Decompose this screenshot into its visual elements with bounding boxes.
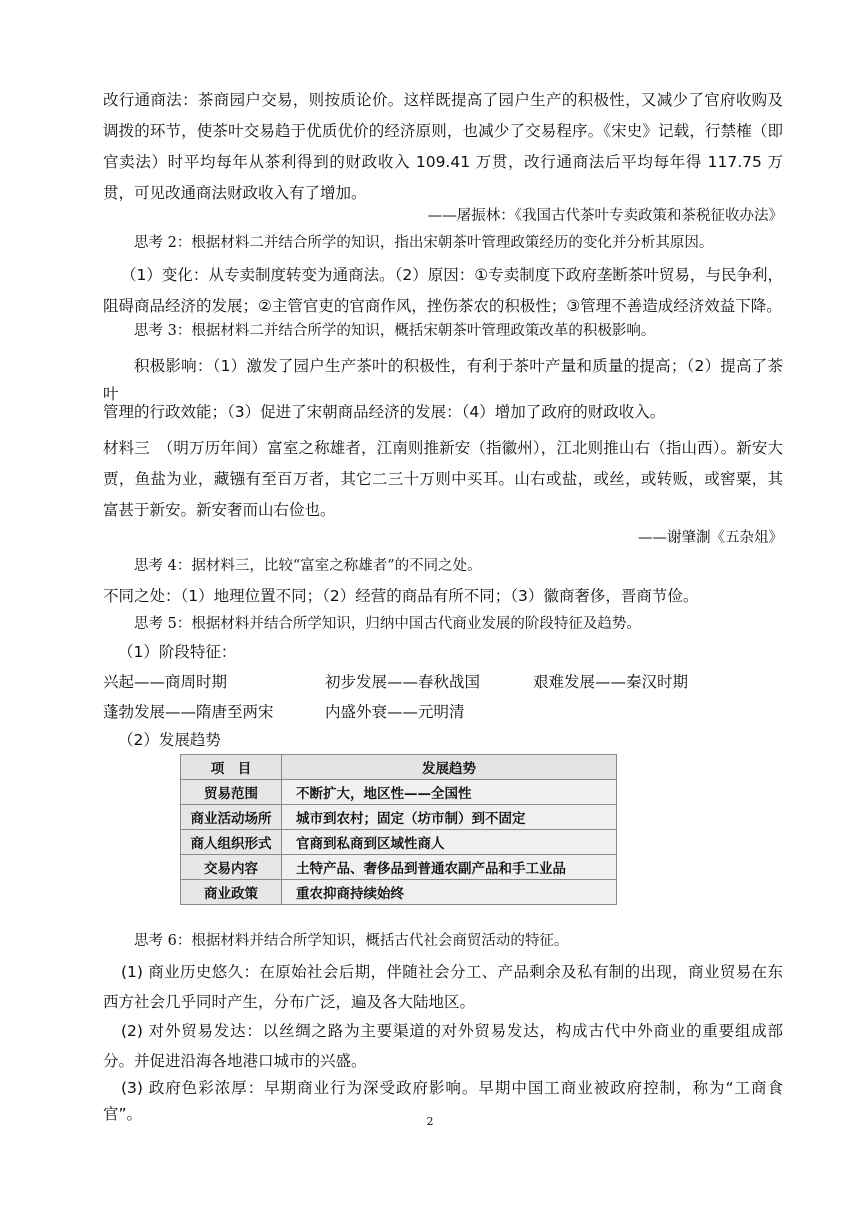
think-6-answer-1: (1) 商业历史悠久：在原始社会后期，伴随社会分工、产品剩余及私有制的出现，商业贸易在东西方社会几乎同时产生，分布广泛，遍及各大陆地区。 bbox=[103, 963, 783, 1011]
material-3-paragraph: 材料三 （明万历年间）富室之称雄者，江南则推新安（指徽州），江北则推山右（指山西）。新安大贾，鱼盐为业，藏镪有至百万者，其它二三十万则中买耳。山右或盐，或丝，或转贩，或窖粟，其富甚于新安。新安奢而山右俭也。 bbox=[103, 439, 783, 519]
stage-item: 蓬勃发展——隋唐至两宋 bbox=[103, 703, 274, 721]
page-number: 2 bbox=[426, 1115, 434, 1128]
table-cell-item: 商业政策 bbox=[181, 880, 282, 905]
trend-table-header-row bbox=[181, 755, 617, 780]
stage-item: 兴起——商周时期 bbox=[103, 673, 228, 691]
stage-heading: （1）阶段特征： bbox=[118, 643, 237, 661]
think-3-question: 思考 3：根据材料二并结合所学的知识，概括宋朝茶叶管理政策改革的积极影响。 bbox=[134, 323, 656, 339]
table-row bbox=[181, 830, 617, 855]
table-cell-item: 商人组织形式 bbox=[181, 830, 282, 855]
think-6-answer-2: (2) 对外贸易发达：以丝绸之路为主要渠道的对外贸易发达，构成古代中外商业的重要组成部分。并促进沿海各地港口城市的兴盛。 bbox=[103, 1022, 783, 1070]
reform-paragraph: 改行通商法：茶商园户交易，则按质论价。这样既提高了园户生产的积极性，又减少了官府收购及调拨的环节，使茶叶交易趋于优质优价的经济原则，也减少了交易程序。《宋史》记载，行禁榷（即官卖法）时平均每年从茶利得到的财政收入 109.41 万贯，改行通商法后平均每年得 117.75 万贯，可见改通商法财政收入有了增加。 bbox=[103, 91, 783, 202]
table-cell-item: 商业活动场所 bbox=[181, 805, 282, 830]
stage-item: 内盛外衰——元明清 bbox=[325, 703, 465, 721]
table-row bbox=[181, 780, 617, 805]
think-4-answer: 不同之处：（1）地理位置不同；（2）经营的商品有所不同；（3）徽商奢侈，晋商节俭。 bbox=[103, 587, 699, 605]
table-cell-item: 贸易范围 bbox=[181, 780, 282, 805]
table-header-trend: 发展趋势 bbox=[282, 755, 617, 780]
table-header-item: 项 目 bbox=[181, 755, 282, 780]
think-6-answer-3: (3) 政府色彩浓厚：早期商业行为深受政府影响。早期中国工商业被政府控制，称为“工商食官”。 bbox=[103, 1079, 783, 1123]
table-row bbox=[181, 880, 617, 905]
think-6-question: 思考 6：根据材料并结合所学知识，概括古代社会商贸活动的特征。 bbox=[134, 933, 569, 949]
think-3-answer-line2: 管理的行政效能；（3）促进了宋朝商品经济的发展：（4）增加了政府的财政收入。 bbox=[103, 403, 666, 421]
table-cell-trend: 土特产品、奢侈品到普通农副产品和手工业品 bbox=[282, 855, 617, 880]
table-cell-trend: 不断扩大，地区性——全国性 bbox=[282, 780, 617, 805]
source-citation-1: ——屠振林：《我国古代茶叶专卖政策和茶税征收办法》 bbox=[427, 208, 783, 224]
trend-table bbox=[180, 754, 617, 905]
table-cell-trend: 城市到农村；固定（坊市制）到不固定 bbox=[282, 805, 617, 830]
trend-heading: （2）发展趋势 bbox=[118, 731, 221, 749]
table-cell-trend: 重农抑商持续始终 bbox=[282, 880, 617, 905]
think-2-question: 思考 2：根据材料二并结合所学的知识，指出宋朝茶叶管理政策经历的变化并分析其原因。 bbox=[134, 235, 714, 251]
table-cell-trend: 官商到私商到区域性商人 bbox=[282, 830, 617, 855]
think-3-answer-line1: 积极影响：（1）激发了园户生产茶叶的积极性，有利于茶叶产量和质量的提高；（2）提高了茶叶 bbox=[103, 357, 783, 403]
table-row bbox=[181, 805, 617, 830]
think-2-answer: （1）变化：从专卖制度转变为通商法。（2）原因：①专卖制度下政府垄断茶叶贸易，与民争利，阻碍商品经济的发展；②主管官吏的官商作风，挫伤茶农的积极性；③管理不善造成经济效益下降。 bbox=[103, 266, 783, 315]
stage-item: 初步发展——春秋战国 bbox=[325, 673, 481, 691]
table-row bbox=[181, 855, 617, 880]
table-cell-item: 交易内容 bbox=[181, 855, 282, 880]
think-4-question: 思考 4：据材料三，比较“富室之称雄者”的不同之处。 bbox=[134, 558, 482, 574]
stage-item: 艰难发展——秦汉时期 bbox=[533, 673, 689, 691]
think-5-question: 思考 5：根据材料并结合所学知识，归纳中国古代商业发展的阶段特征及趋势。 bbox=[134, 616, 641, 632]
source-citation-2: ——谢肇淛《五杂俎》 bbox=[638, 530, 783, 546]
